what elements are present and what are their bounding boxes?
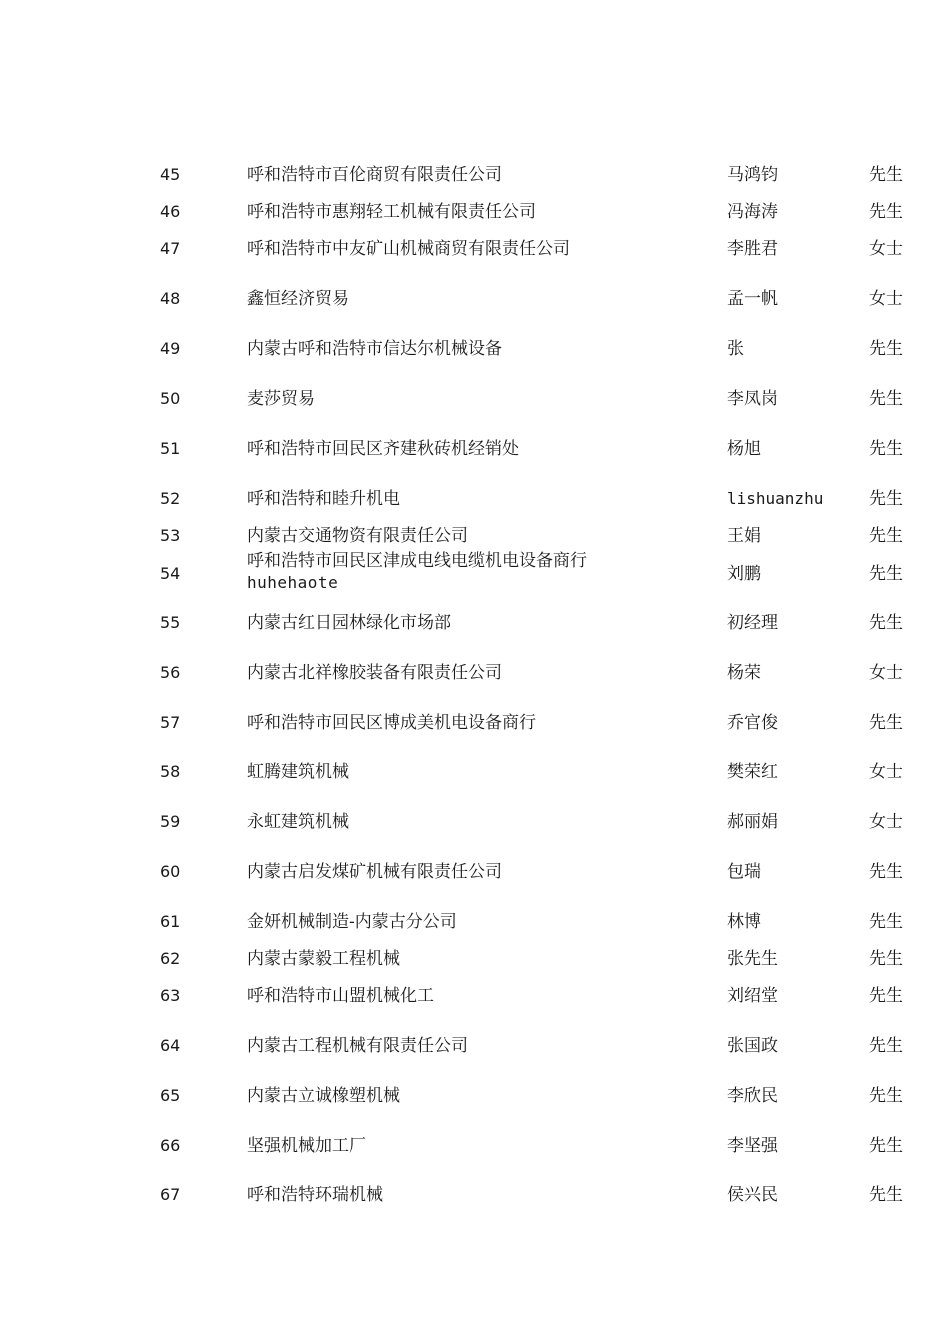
contact-title: 先生 bbox=[869, 489, 903, 509]
row-number: 62 bbox=[160, 949, 181, 968]
contact-name: 杨荣 bbox=[727, 663, 761, 683]
contact-title: 先生 bbox=[869, 862, 903, 882]
row-number: 59 bbox=[160, 812, 181, 831]
company-name: 鑫恒经济贸易 bbox=[247, 289, 349, 309]
contact-title: 女士 bbox=[869, 762, 903, 782]
contact-name: 张国政 bbox=[727, 1036, 778, 1056]
company-name bbox=[247, 551, 587, 593]
contact-name: 王娟 bbox=[727, 526, 761, 546]
contact-title: 先生 bbox=[869, 1086, 903, 1106]
company-name: 虹腾建筑机械 bbox=[247, 762, 349, 782]
row-number: 51 bbox=[160, 439, 181, 458]
company-name: 坚强机械加工厂 bbox=[247, 1136, 366, 1156]
contact-title: 先生 bbox=[869, 713, 903, 733]
company-name: 内蒙古启发煤矿机械有限责任公司 bbox=[247, 862, 502, 882]
row-number: 49 bbox=[160, 339, 181, 358]
row-number: 67 bbox=[160, 1185, 181, 1204]
company-name: 呼和浩特市回民区博成美机电设备商行 bbox=[247, 713, 536, 733]
contact-name: 乔官俊 bbox=[727, 713, 778, 733]
contact-title: 先生 bbox=[869, 389, 903, 409]
contact-title: 先生 bbox=[869, 949, 903, 969]
company-name-line2: huhehaote bbox=[247, 573, 339, 592]
contact-name: 林博 bbox=[727, 912, 761, 932]
company-name: 金妍机械制造-内蒙古分公司 bbox=[247, 912, 457, 932]
company-name: 内蒙古蒙毅工程机械 bbox=[247, 949, 400, 969]
contact-title: 先生 bbox=[869, 439, 903, 459]
row-number: 53 bbox=[160, 526, 181, 545]
contact-title: 先生 bbox=[869, 339, 903, 359]
company-name-line1: 呼和浩特市回民区津成电线电缆机电设备商行 bbox=[247, 551, 587, 571]
contact-name: 李凤岗 bbox=[727, 389, 778, 409]
contact-title: 先生 bbox=[869, 526, 903, 546]
row-number: 54 bbox=[160, 564, 181, 583]
company-name: 呼和浩特市百伦商贸有限责任公司 bbox=[247, 165, 502, 185]
contact-name: 李胜君 bbox=[727, 239, 778, 259]
contact-name: 杨旭 bbox=[727, 439, 761, 459]
row-number: 60 bbox=[160, 862, 181, 881]
row-number: 50 bbox=[160, 389, 181, 408]
contact-title: 先生 bbox=[869, 1136, 903, 1156]
row-number: 65 bbox=[160, 1086, 181, 1105]
contact-title: 先生 bbox=[869, 202, 903, 222]
contact-title: 女士 bbox=[869, 239, 903, 259]
contact-name: 张 bbox=[727, 339, 744, 359]
contact-title: 女士 bbox=[869, 289, 903, 309]
contact-name: 刘绍堂 bbox=[727, 986, 778, 1006]
row-number: 45 bbox=[160, 165, 181, 184]
company-name: 呼和浩特市回民区齐建秋砖机经销处 bbox=[247, 439, 519, 459]
row-number: 56 bbox=[160, 663, 181, 682]
company-name: 呼和浩特环瑞机械 bbox=[247, 1185, 383, 1205]
contact-title: 女士 bbox=[869, 812, 903, 832]
row-number: 52 bbox=[160, 489, 181, 508]
contact-name: 张先生 bbox=[727, 949, 778, 969]
contact-name: 冯海涛 bbox=[727, 202, 778, 222]
contact-name: 侯兴民 bbox=[727, 1185, 778, 1205]
company-name: 内蒙古红日园林绿化市场部 bbox=[247, 613, 451, 633]
contact-name: 李坚强 bbox=[727, 1136, 778, 1156]
company-name: 呼和浩特市中友矿山机械商贸有限责任公司 bbox=[247, 239, 570, 259]
company-name: 呼和浩特市山盟机械化工 bbox=[247, 986, 434, 1006]
row-number: 64 bbox=[160, 1036, 181, 1055]
company-name: 内蒙古呼和浩特市信达尔机械设备 bbox=[247, 339, 502, 359]
row-number: 48 bbox=[160, 289, 181, 308]
row-number: 66 bbox=[160, 1136, 181, 1155]
row-number: 46 bbox=[160, 202, 181, 221]
contact-title: 女士 bbox=[869, 663, 903, 683]
contact-title: 先生 bbox=[869, 564, 903, 584]
contact-name: 孟一帆 bbox=[727, 289, 778, 309]
contact-title: 先生 bbox=[869, 613, 903, 633]
contact-name: lishuanzhu bbox=[727, 489, 824, 508]
contact-title: 先生 bbox=[869, 1036, 903, 1056]
row-number: 55 bbox=[160, 613, 181, 632]
company-name: 永虹建筑机械 bbox=[247, 812, 349, 832]
company-name: 内蒙古立诚橡塑机械 bbox=[247, 1086, 400, 1106]
company-name: 呼和浩特和睦升机电 bbox=[247, 489, 400, 509]
row-number: 63 bbox=[160, 986, 181, 1005]
contact-name: 初经理 bbox=[727, 613, 778, 633]
company-name: 内蒙古交通物资有限责任公司 bbox=[247, 526, 468, 546]
contact-name: 刘鹏 bbox=[727, 564, 761, 584]
company-name: 内蒙古北祥橡胶装备有限责任公司 bbox=[247, 663, 502, 683]
company-name: 内蒙古工程机械有限责任公司 bbox=[247, 1036, 468, 1056]
contact-name: 包瑞 bbox=[727, 862, 761, 882]
contact-title: 先生 bbox=[869, 986, 903, 1006]
contact-name: 马鸿钧 bbox=[727, 165, 778, 185]
company-name: 呼和浩特市惠翔轻工机械有限责任公司 bbox=[247, 202, 536, 222]
contact-name: 郝丽娟 bbox=[727, 812, 778, 832]
contact-title: 先生 bbox=[869, 1185, 903, 1205]
company-name: 麦莎贸易 bbox=[247, 389, 315, 409]
contact-title: 先生 bbox=[869, 165, 903, 185]
contact-title: 先生 bbox=[869, 912, 903, 932]
row-number: 58 bbox=[160, 762, 181, 781]
contact-name: 李欣民 bbox=[727, 1086, 778, 1106]
row-number: 57 bbox=[160, 713, 181, 732]
row-number: 47 bbox=[160, 239, 181, 258]
row-number: 61 bbox=[160, 912, 181, 931]
contact-name: 樊荣红 bbox=[727, 762, 778, 782]
